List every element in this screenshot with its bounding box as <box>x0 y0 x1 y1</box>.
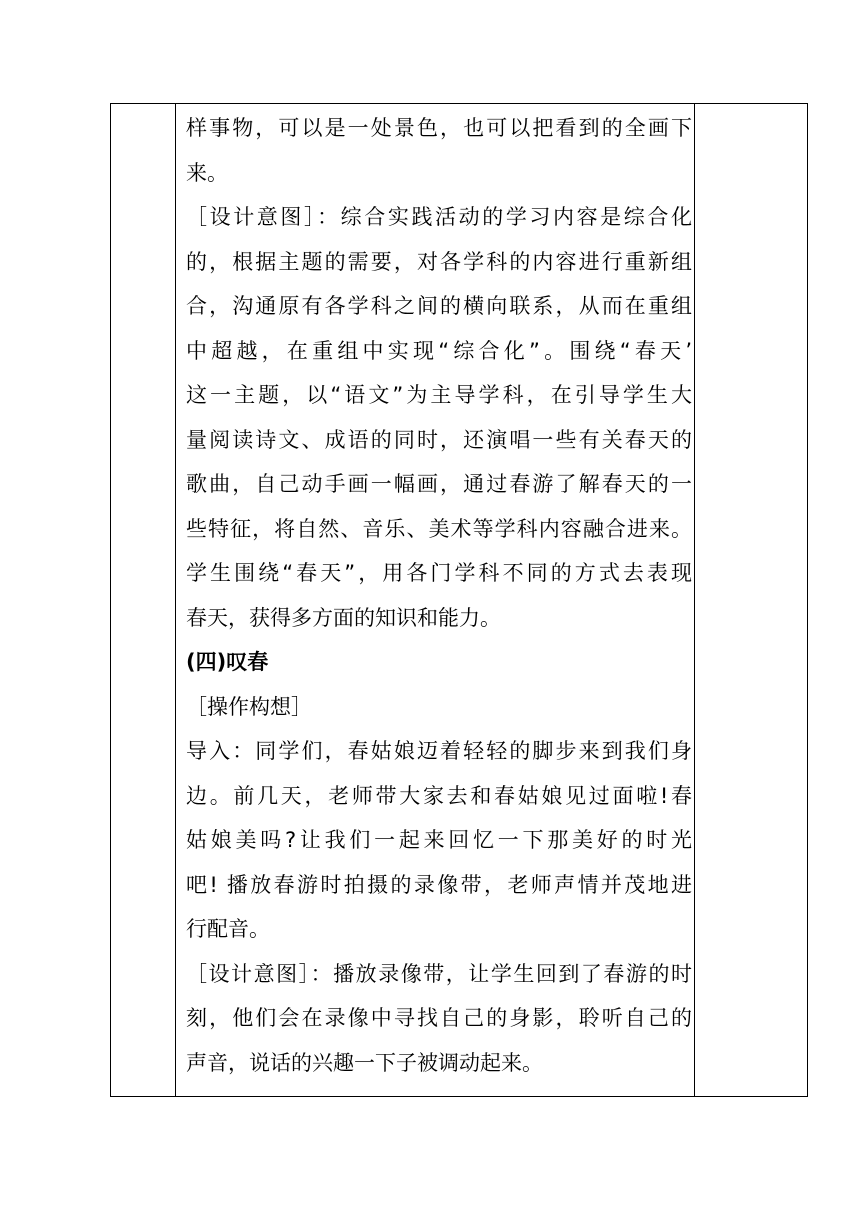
design-intent-line: ［设计意图］：播放录像带，让学生回到了春游的时 <box>186 961 692 986</box>
paragraph-line: 学生围绕“春天”，用各门学科不同的方式去表现 <box>186 561 692 585</box>
design-intent-line: ［设计意图］：综合实践活动的学习内容是综合化 <box>186 205 692 229</box>
paragraph-line: 边。前几天，老师带大家去和春姑娘见过面啦!春 <box>186 783 692 808</box>
paragraph-line: 量阅读诗文、成语的同时，还演唱一些有关春天的 <box>186 427 692 452</box>
paragraph-line: 春天，获得多方面的知识和能力。 <box>186 605 501 630</box>
table-column-divider-left <box>175 104 176 1096</box>
paragraph-line: 些特征，将自然、音乐、美术等学科内容融合进来。 <box>186 516 692 541</box>
paragraph-line: 歌曲，自己动手画一幅画，通过春游了解春天的一 <box>186 472 692 496</box>
lesson-plan-table <box>110 103 808 1097</box>
operation-plan-label: ［操作构想］ <box>186 694 312 719</box>
paragraph-line: 样事物，可以是一处景色，也可以把看到的全画下 <box>186 116 692 140</box>
paragraph-line: 行配音。 <box>186 917 270 941</box>
paragraph-line: 刻，他们会在录像中寻找自己的身影，聆听自己的 <box>186 1006 692 1030</box>
paragraph-line: 中超越，在重组中实现“综合化”。围绕“春天’ <box>186 338 692 363</box>
section-heading: (四)叹春 <box>186 650 269 674</box>
table-column-divider-right <box>694 104 695 1096</box>
paragraph-line: 来。 <box>186 160 228 185</box>
paragraph-line: 导入：同学们，春姑娘迈着轻轻的脚步来到我们身 <box>186 739 692 763</box>
paragraph-line: 的，根据主题的需要，对各学科的内容进行重新组 <box>186 249 692 274</box>
paragraph-line: 合，沟通原有各学科之间的横向联系，从而在重组 <box>186 294 692 318</box>
paragraph-line: 吧! 播放春游时拍摄的录像带，老师声情并茂地进 <box>186 872 692 897</box>
lesson-content-cell <box>186 106 692 1085</box>
paragraph-line: 这一主题，以“语文”为主导学科，在引导学生大 <box>186 383 692 407</box>
paragraph-line: 姑娘美吗?让我们一起来回忆一下那美好的时光 <box>186 828 692 852</box>
paragraph-line: 声音，说话的兴趣一下子被调动起来。 <box>186 1050 543 1075</box>
